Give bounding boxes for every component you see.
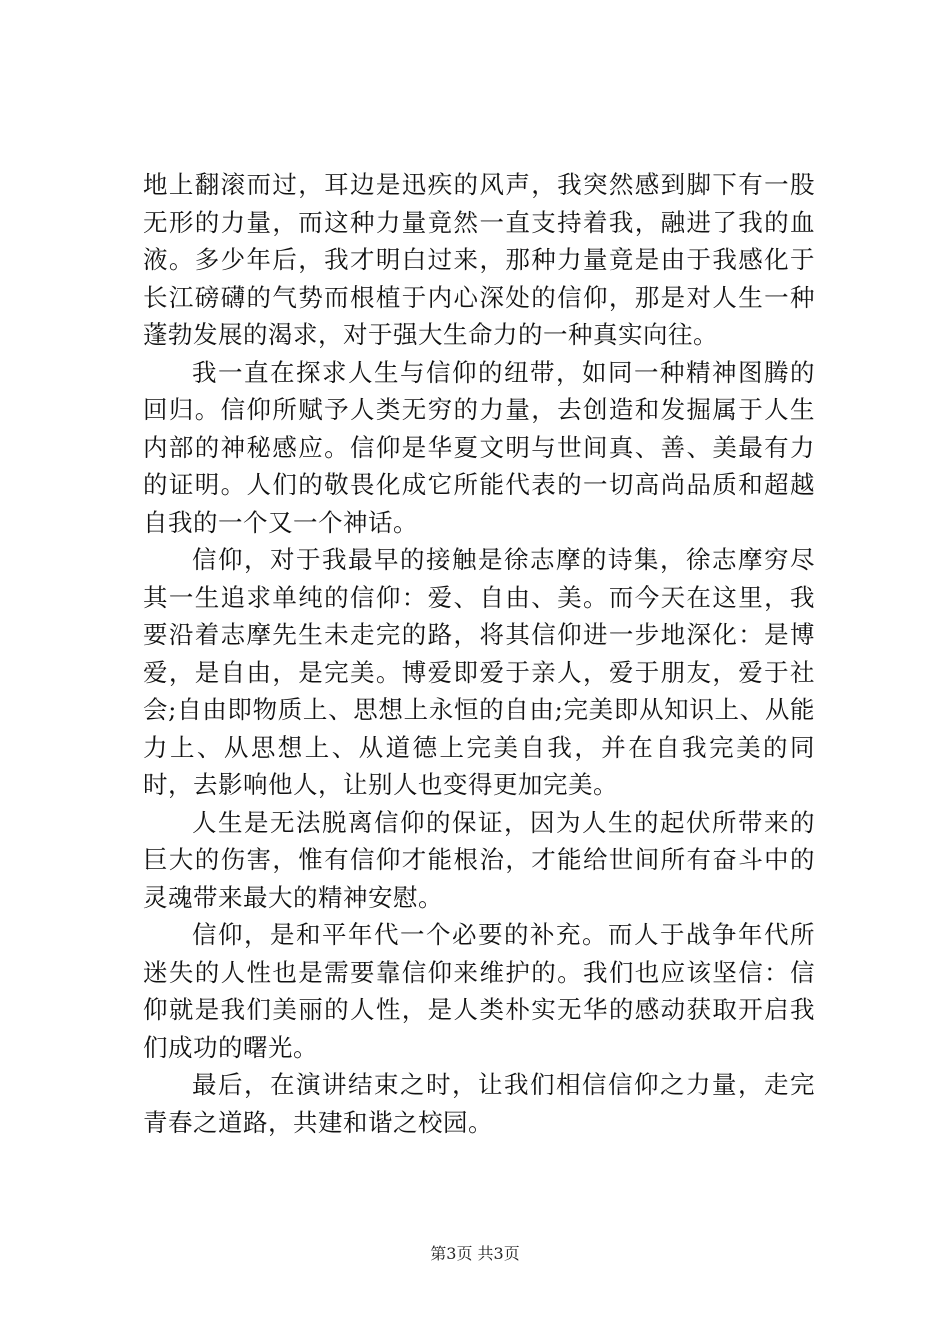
- paragraph-continued: 地上翻滚而过，耳边是迅疾的风声，我突然感到脚下有一股无形的力量，而这种力量竟然一直支持着我，融进了我的血液。多少年后，我才明白过来，那种力量竟是由于我感化于长江磅礴的气势而根植于内心深处的信仰，那是对人生一种蓬勃发展的渴求，对于强大生命力的一种真实向往。: [143, 170, 815, 349]
- paragraph: 信仰，对于我最早的接触是徐志摩的诗集，徐志摩穷尽其一生追求单纯的信仰：爱、自由、美。而今天在这里，我要沿着志摩先生未走完的路，将其信仰进一步地深化：是博爱，是自由，是完美。博爱即爱于亲人，爱于朋友，爱于社会;自由即物质上、思想上永恒的自由;完美即从知识上、从能力上、从思想上、从道德上完美自我，并在自我完美的同时，去影响他人，让别人也变得更加完美。: [143, 545, 815, 799]
- document-body: [143, 166, 815, 1141]
- page-footer: 第3页 共3页: [430, 1244, 520, 1263]
- paragraph: 信仰，是和平年代一个必要的补充。而人于战争年代所迷失的人性也是需要靠信仰来维护的。我们也应该坚信：信仰就是我们美丽的人性，是人类朴实无华的感动获取开启我们成功的曙光。: [143, 920, 815, 1062]
- paragraph: 最后，在演讲结束之时，让我们相信信仰之力量，走完青春之道路，共建和谐之校园。: [143, 1070, 815, 1137]
- paragraph: 我一直在探求人生与信仰的纽带，如同一种精神图腾的回归。信仰所赋予人类无穷的力量，去创造和发掘属于人生内部的神秘感应。信仰是华夏文明与世间真、善、美最有力的证明。人们的敬畏化成它所能代表的一切高尚品质和超越自我的一个又一个神话。: [143, 357, 815, 537]
- paragraph: 人生是无法脱离信仰的保证，因为人生的起伏所带来的巨大的伤害，惟有信仰才能根治，才能给世间所有奋斗中的灵魂带来最大的精神安慰。: [143, 807, 815, 912]
